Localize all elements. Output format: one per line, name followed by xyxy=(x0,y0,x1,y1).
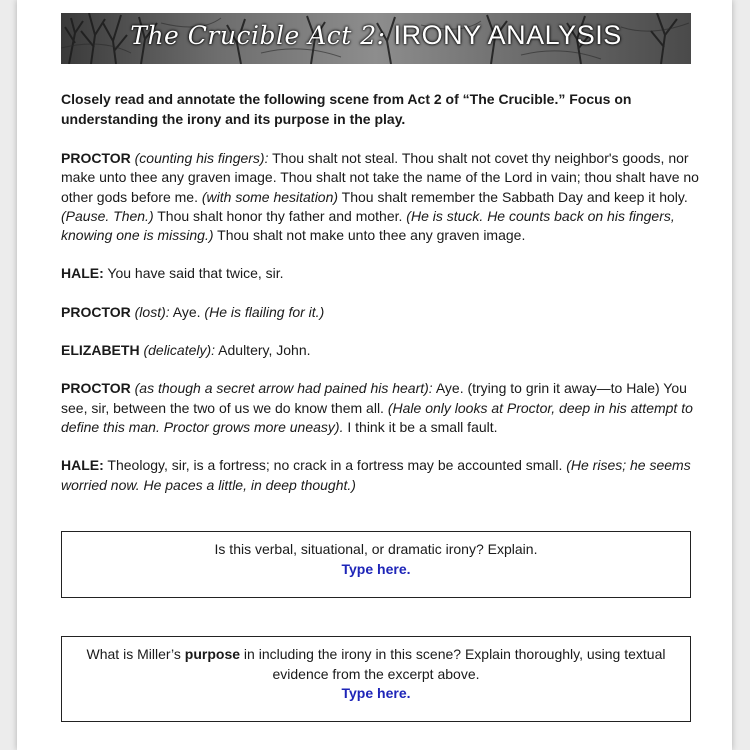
title-banner xyxy=(61,13,691,64)
instructions: Closely read and annotate the following scene from Act 2 of “The Crucible.” Focus on understanding the irony and its purpose in the play. xyxy=(61,91,632,127)
dialogue: Aye. xyxy=(169,303,205,320)
stage-direction: (as though a secret arrow had pained his heart): xyxy=(134,380,433,397)
worksheet-title xyxy=(61,20,691,51)
worksheet-page xyxy=(17,0,732,750)
prompt-text: in including the irony in this scene? Explain thoroughly, using textual evidence from the excerpt above. xyxy=(240,646,666,682)
dialogue: You have said that twice, sir. xyxy=(103,265,284,282)
passage-paragraph-1 xyxy=(61,149,701,245)
stage-direction: (delicately): xyxy=(143,342,216,359)
dialogue: I think it be a small fault. xyxy=(343,418,498,435)
dialogue: Thou shalt not make unto thee any graven image. xyxy=(213,227,526,244)
stage-direction: (He is stuck. He counts back on his fingers, knowing one is missing.) xyxy=(61,207,675,244)
question-2-prompt xyxy=(66,645,686,684)
speaker-name: PROCTOR xyxy=(61,303,131,320)
question-2-answer-field[interactable]: Type here. xyxy=(341,685,411,701)
speaker-name: PROCTOR xyxy=(61,380,131,397)
title-script: The Crucible Act 2: xyxy=(130,21,386,50)
passage-paragraph-4 xyxy=(61,341,701,360)
stage-direction: (lost): xyxy=(134,303,170,320)
stage-direction: (with some hesitation) xyxy=(201,188,339,205)
stage-direction: (counting his fingers): xyxy=(134,150,269,166)
prompt-emphasis: purpose xyxy=(184,646,241,662)
stage-direction: (He is flailing for it.) xyxy=(204,303,325,320)
speaker-name: PROCTOR xyxy=(61,150,131,166)
stage-direction: (Pause. Then.) xyxy=(61,207,154,224)
title-caps: IRONY ANALYSIS xyxy=(393,20,622,50)
dialogue: Thou shalt not steal. Thou shalt not covet thy neighbor's goods, nor make unto thee any graven image. Thou shalt not take the name of the Lord in vain; thou shalt have no other gods before me. xyxy=(61,150,699,205)
reading-content xyxy=(61,90,701,514)
dialogue: Adultery, John. xyxy=(215,342,311,359)
passage-paragraph-2 xyxy=(61,264,701,283)
passage-paragraph-5 xyxy=(61,379,701,437)
prompt-text: What is Miller’s xyxy=(86,646,185,662)
stage-direction: (He rises; he seems worried now. He paces a little, in deep thought.) xyxy=(61,457,691,493)
speaker-name: ELIZABETH xyxy=(61,342,140,359)
dialogue: Thou shalt honor thy father and mother. xyxy=(153,207,407,224)
passage-paragraph-6 xyxy=(61,456,701,495)
dialogue: Theology, sir, is a fortress; no crack in a fortress may be accounted small. xyxy=(103,457,567,474)
speaker-name: HALE: xyxy=(61,265,104,282)
question-1-box xyxy=(61,531,691,598)
passage-paragraph-3 xyxy=(61,303,701,322)
speaker-name: HALE: xyxy=(61,457,104,474)
stage-direction: (Hale only looks at Proctor, deep in his attempt to define this man. Proctor grows more uneasy). xyxy=(61,399,693,435)
dialogue: Aye. (trying to grin it away—to Hale) You see, sir, between the two of us we do know them all. xyxy=(61,380,687,416)
dialogue: Thou shalt remember the Sabbath Day and keep it holy. xyxy=(338,188,688,205)
question-2-box xyxy=(61,636,691,722)
question-1-answer-field[interactable]: Type here. xyxy=(341,560,411,577)
question-1-prompt: Is this verbal, situational, or dramatic irony? Explain. xyxy=(214,541,538,557)
